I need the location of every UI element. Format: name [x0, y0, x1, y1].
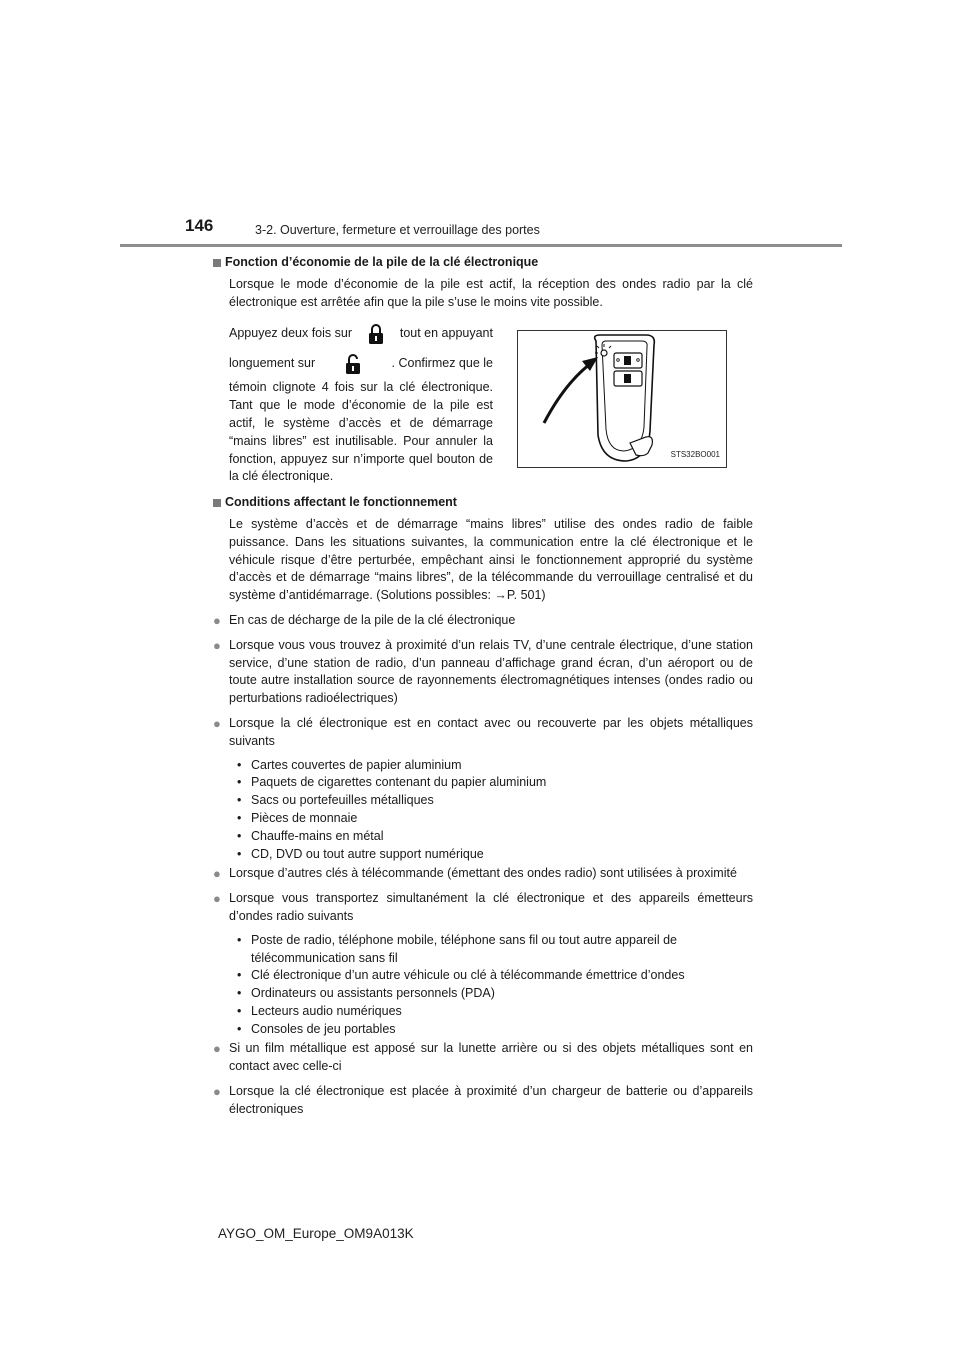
sub-list-item: • Ordinateurs ou assistants personnels (PDA) [237, 985, 753, 1003]
list-item-text: Si un film métallique est apposé sur la lunette arrière ou si des objets métalliques sont en contact avec celle-ci [229, 1041, 753, 1074]
sub-list-item-text: Poste de radio, téléphone mobile, téléphone sans fil ou tout autre appareil de télécommunication sans fil [251, 932, 677, 965]
battery-saving-intro: Lorsque le mode d’économie de la pile est actif, la réception des ondes radio par la clé électronique est arrêtée afin que la pile s’use le moins vite possible. [229, 276, 753, 309]
page-content [213, 254, 753, 1119]
instruction-with-figure [213, 319, 753, 486]
sub-list-item: • Poste de radio, téléphone mobile, téléphone sans fil ou tout autre appareil de télécommunication sans fil [237, 932, 753, 968]
section-heading-conditions [213, 494, 753, 512]
unlock-icon [345, 353, 361, 375]
sub-list-item: • Clé électronique d’un autre véhicule ou clé à télécommande émettrice d’ondes [237, 967, 753, 985]
instruction-text-part: . Confirmez que le [391, 356, 493, 371]
instruction-text-part: longuement sur [229, 356, 316, 371]
list-item [213, 612, 753, 630]
list-item [213, 865, 753, 883]
instruction-line-rest: témoin clignote 4 fois sur la clé électronique. Tant que le mode d’économie de la pile est actif, le système d’accès et de démarrage “mains libres” est inutilisable. Pour annuler la fonction, appuyez sur n’importe quel bouton de la clé électronique. [229, 380, 493, 484]
circle-bullet-icon: ● [213, 1084, 221, 1100]
electronic-key-figure [517, 330, 727, 468]
instruction-text-part: Appuyez deux fois sur [229, 326, 352, 341]
list-item [213, 890, 753, 926]
sub-list-item-text: Ordinateurs ou assistants personnels (PDA) [251, 986, 495, 1001]
square-bullet-icon [213, 259, 221, 267]
sub-list-item: • CD, DVD ou tout autre support numérique [237, 846, 753, 864]
list-item-text: Lorsque la clé électronique est placée à proximité d’un chargeur de batterie ou d’appareils électroniques [229, 1084, 753, 1116]
sub-list-item: • Consoles de jeu portables [237, 1021, 753, 1039]
sub-list-item: • Pièces de monnaie [237, 810, 753, 828]
sub-list-item: • Lecteurs audio numériques [237, 1003, 753, 1021]
list-item [213, 1083, 753, 1119]
square-bullet-icon [213, 499, 221, 507]
instruction-line-2 [229, 349, 493, 379]
conditions-intro: Le système d’accès et de démarrage “mains libres” utilise des ondes radio de faible puissance. Dans les situations suivantes, la communication entre la clé électronique et le véhicule risque d’être perturbée, empêchant ainsi le fonctionnement approprié du système d’accès et de démarrage “mains libres”, de la télécommande du verrouillage centralisé et du système d’antidémarrage. (Solutions possibles: →P. 501) [229, 516, 753, 603]
list-item-text: Lorsque d’autres clés à télécommande (émettant des ondes radio) sont utilisées à proximité [229, 866, 737, 881]
circle-bullet-icon: ● [213, 1041, 221, 1057]
page-number: 146 [185, 216, 214, 235]
circle-bullet-icon: ● [213, 637, 221, 653]
list-item-text: Lorsque vous vous trouvez à proximité d’un relais TV, d’une centrale électrique, d’une station service, d’une station de radio, d’un panneau d’affichage grand écran, d’un aéroport ou de toute autre installation source de rayonnements électromagnétiques intenses (ondes radio ou perturbations radioélectriques) [229, 637, 753, 706]
header-divider [120, 244, 842, 247]
heading-text: Fonction d’économie de la pile de la clé électronique [225, 255, 539, 269]
list-item-text: Lorsque la clé électronique est en contact avec ou recouverte par les objets métalliques suivants [229, 715, 753, 748]
sub-list-item-text: Pièces de monnaie [251, 810, 358, 825]
sub-list-item-text: Cartes couvertes de papier aluminium [251, 757, 462, 772]
radio-devices-list [213, 932, 753, 1039]
sub-list-item-text: Lecteurs audio numériques [251, 1003, 402, 1018]
instruction-text-part: tout en appuyant [399, 326, 493, 341]
instruction-text [213, 319, 493, 486]
figure-caption: STS32BO001 [670, 449, 720, 459]
section-heading-battery-saving [213, 254, 753, 272]
circle-bullet-icon: ● [213, 612, 221, 628]
list-item [213, 637, 753, 708]
sub-list-item-text: Consoles de jeu portables [251, 1021, 396, 1036]
sub-list-item-text: Sacs ou portefeuilles métalliques [251, 793, 434, 808]
sub-list-item-text: Clé électronique d’un autre véhicule ou clé à télécommande émettrice d’ondes [251, 968, 685, 983]
circle-bullet-icon: ● [213, 891, 221, 907]
sub-list-item: • Sacs ou portefeuilles métalliques [237, 792, 753, 810]
sub-list-item-text: Paquets de cigarettes contenant du papier aluminium [251, 775, 547, 790]
sub-list-item: • Chauffe-mains en métal [237, 828, 753, 846]
circle-bullet-icon: ● [213, 715, 221, 731]
list-item-text: En cas de décharge de la pile de la clé électronique [229, 612, 516, 627]
list-item [213, 715, 753, 751]
list-item [213, 1040, 753, 1076]
sub-list-item: • Cartes couvertes de papier aluminium [237, 757, 753, 775]
section-title: 3-2. Ouverture, fermeture et verrouillage des portes [255, 223, 540, 237]
metal-objects-list [213, 757, 753, 864]
sub-list-item-text: CD, DVD ou tout autre support numérique [251, 846, 484, 861]
heading-text: Conditions affectant le fonctionnement [225, 495, 457, 510]
document-id-footer: AYGO_OM_Europe_OM9A013K [218, 1226, 414, 1241]
instruction-line-1 [229, 319, 493, 349]
lock-icon [368, 323, 384, 345]
list-item-text: Lorsque vous transportez simultanément la clé électronique et des appareils émetteurs d’ondes radio suivants [229, 891, 753, 923]
sub-list-item-text: Chauffe-mains en métal [251, 828, 384, 843]
sub-list-item: • Paquets de cigarettes contenant du papier aluminium [237, 774, 753, 792]
circle-bullet-icon: ● [213, 866, 221, 882]
